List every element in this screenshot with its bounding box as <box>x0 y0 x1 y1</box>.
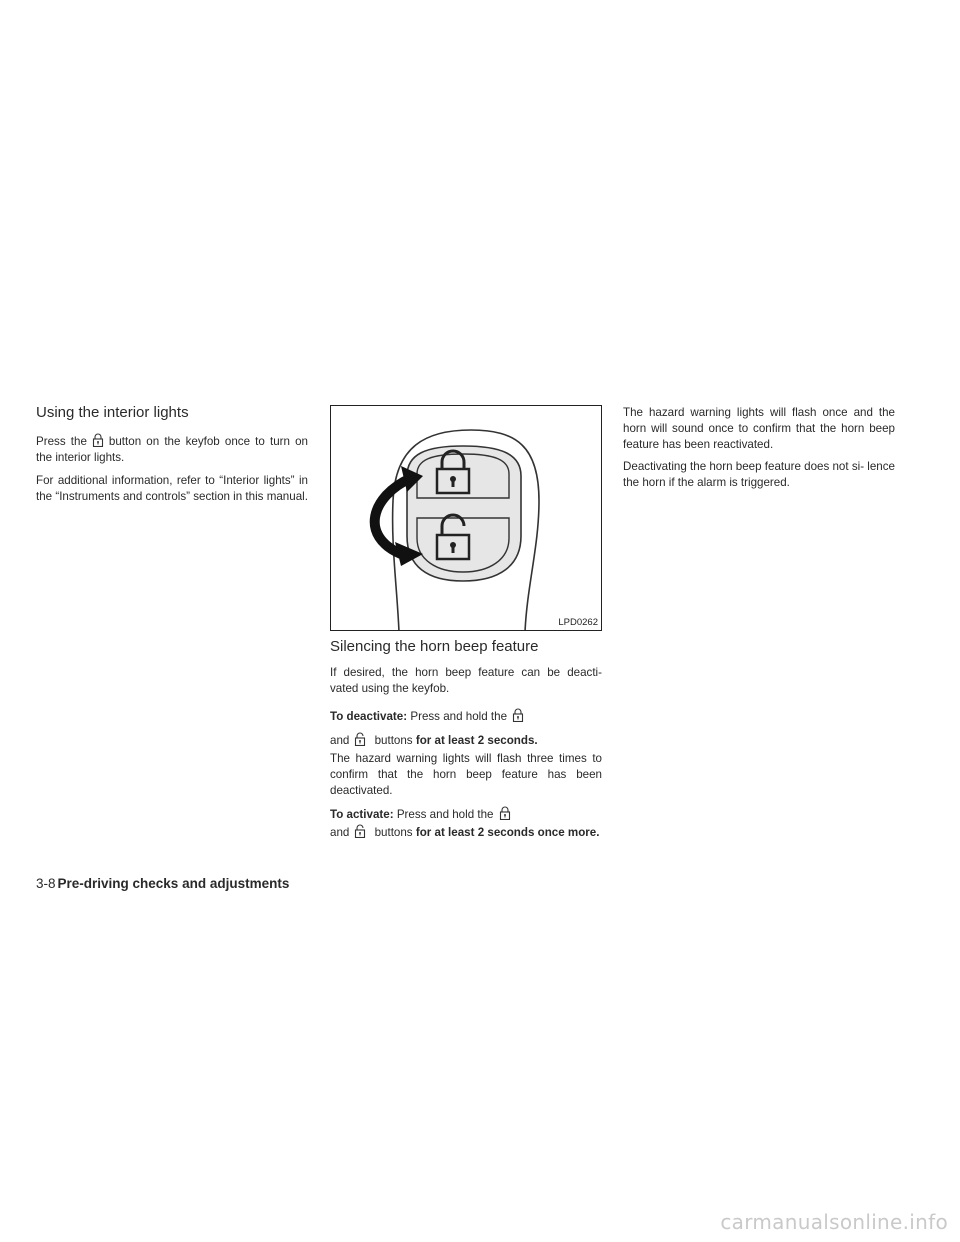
page-number: 3-8 <box>36 876 56 891</box>
horn-beep-intro: If desired, the horn beep feature can be deacti- vated using the keyfob. <box>330 666 602 695</box>
section-heading-interior-lights: Using the interior lights <box>36 404 189 421</box>
lock-icon <box>91 433 105 447</box>
deactivate-result: The hazard warning lights will flash three times to confirm that the horn beep feature has been deactivated. <box>330 752 602 797</box>
reactivation-result: The hazard warning lights will flash once and the horn will sound once to confirm that the horn beep feature has been reactivated. <box>623 406 895 451</box>
footer-section-title: Pre-driving checks and adjustments <box>57 876 290 891</box>
figure-label: LPD0262 <box>558 617 598 628</box>
unlock-icon <box>353 824 367 838</box>
keyfob-drawing <box>331 406 602 631</box>
unlock-icon <box>353 732 367 746</box>
alarm-note: Deactivating the horn beep feature does not si- lence the horn if the alarm is triggered. <box>623 460 895 489</box>
section-heading-horn-beep: Silencing the horn beep feature <box>330 638 539 655</box>
page-footer <box>36 876 289 891</box>
keyfob-illustration <box>330 405 602 631</box>
interior-lights-reference: For additional information, refer to “Interior lights” in the “Instruments and controls” section in this manual. <box>36 474 308 503</box>
lock-icon <box>498 806 512 820</box>
watermark: carmanualsonline.info <box>720 1210 948 1234</box>
interior-lights-instruction: Press the button on the keyfob once to turn on the interior lights. <box>36 435 308 464</box>
activate-instruction: To activate: Press and hold the and buttons for at least 2 seconds once more. <box>330 808 600 839</box>
lock-icon <box>511 708 525 722</box>
deactivate-instruction: To deactivate: Press and hold the and buttons for at least 2 seconds. <box>330 710 538 747</box>
